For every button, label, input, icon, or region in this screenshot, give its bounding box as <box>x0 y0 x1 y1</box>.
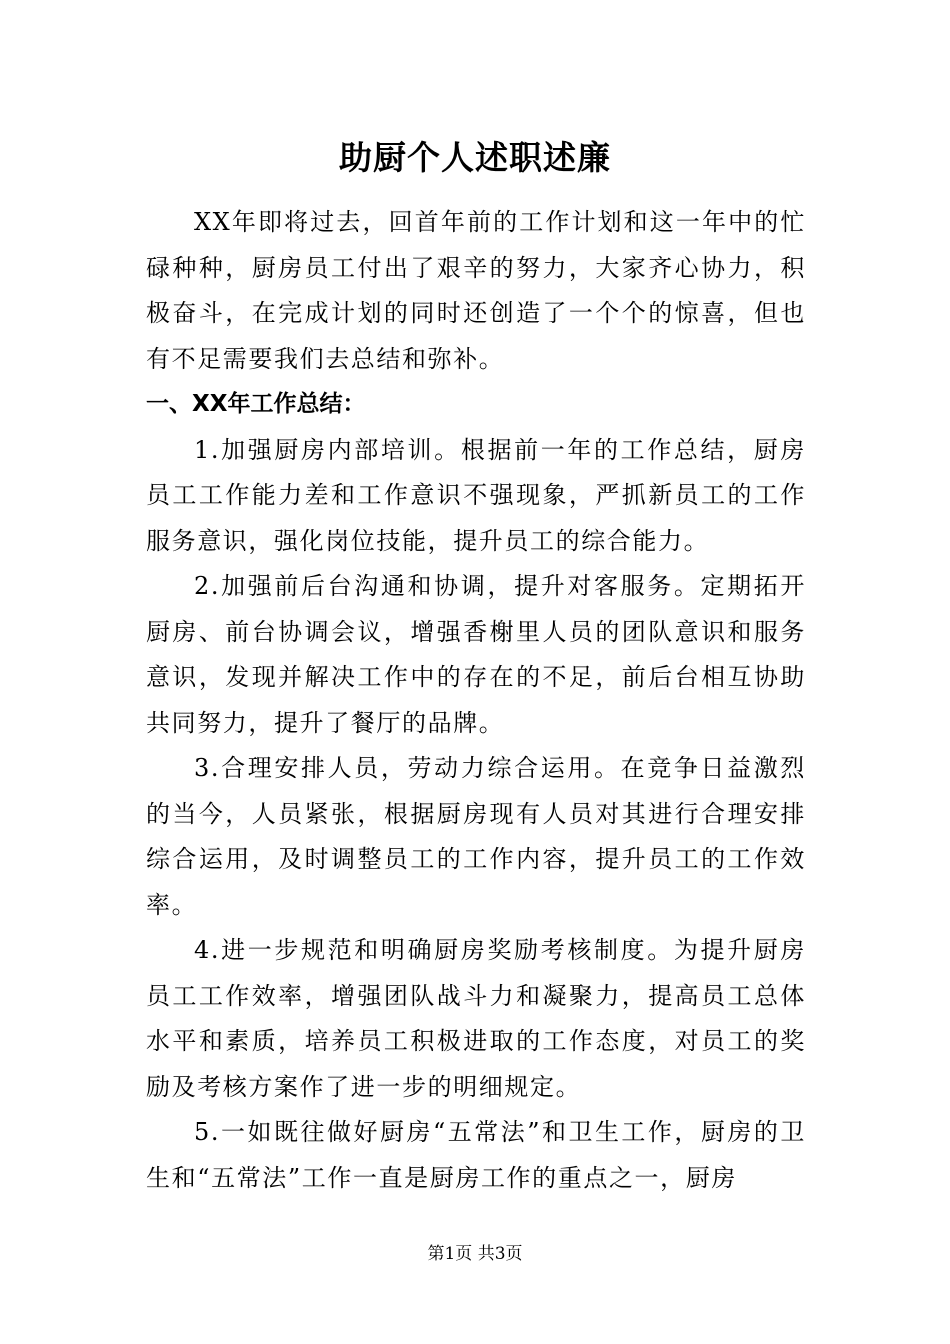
document-title: 助厨个人述职述廉 <box>339 138 611 177</box>
intro-paragraph: XX年即将过去，回首年前的工作计划和这一年中的忙碌种种，厨房员工付出了艰辛的努力，大家齐心协力，积极奋斗，在完成计划的同时还创造了一个个的惊喜，但也有不足需要我们去总结和弥补。 <box>146 208 806 373</box>
page-footer: 第1页 共3页 <box>427 1244 523 1264</box>
document-body <box>146 200 806 1201</box>
list-item: 5.一如既往做好厨房“五常法”和卫生工作，厨房的卫生和“五常法”工作一直是厨房工作的重点之一，厨房 <box>146 1118 806 1192</box>
section-heading: 一、XX年工作总结： <box>146 391 366 417</box>
list-item: 4.进一步规范和明确厨房奖励考核制度。为提升厨房员工工作效率，增强团队战斗力和凝聚力，提高员工总体水平和素质，培养员工积极进取的工作态度，对员工的奖励及考核方案作了进一步的明细规定。 <box>146 936 806 1101</box>
list-item: 1.加强厨房内部培训。根据前一年的工作总结，厨房员工工作能力差和工作意识不强现象，严抓新员工的工作服务意识，强化岗位技能，提升员工的综合能力。 <box>146 435 806 555</box>
list-item: 3.合理安排人员，劳动力综合运用。在竞争日益激烈的当今，人员紧张，根据厨房现有人员对其进行合理安排综合运用，及时调整员工的工作内容，提升员工的工作效率。 <box>146 754 806 919</box>
list-item: 2.加强前后台沟通和协调，提升对客服务。定期拓开厨房、前台协调会议，增强香榭里人员的团队意识和服务意识，发现并解决工作中的存在的不足，前后台相互协助共同努力，提升了餐厅的品牌。 <box>146 572 806 737</box>
